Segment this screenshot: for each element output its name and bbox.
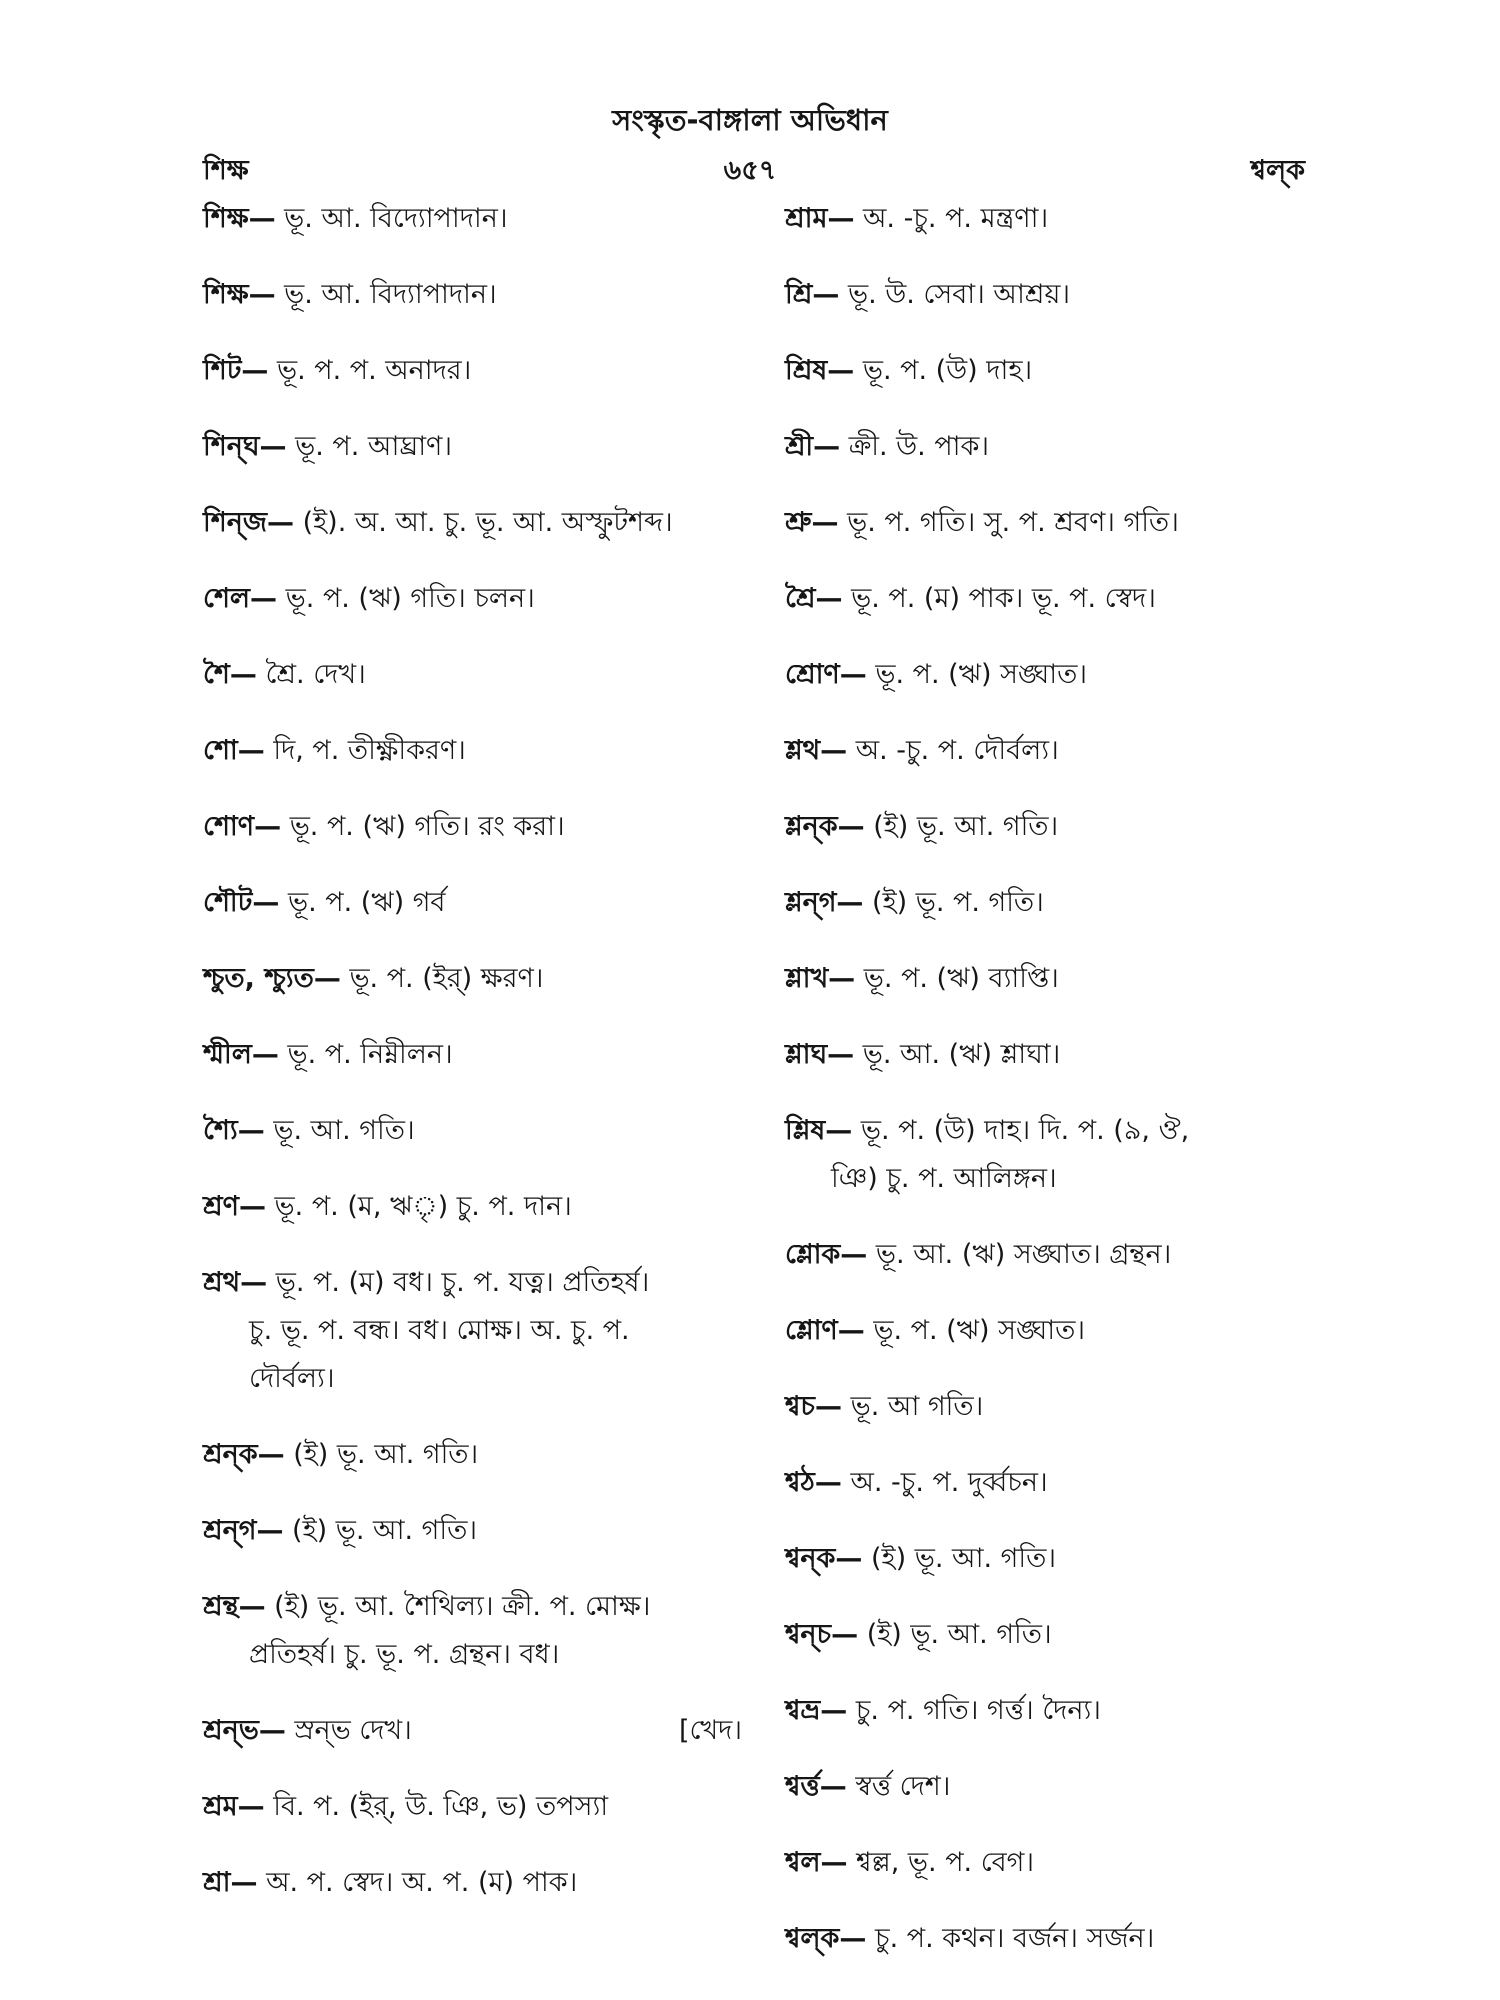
entry-definition: (ই) ভূ. আ. গতি।	[871, 1543, 1056, 1574]
entry-line	[785, 347, 1325, 395]
entry-headword: শ্লিষ—	[785, 1115, 853, 1146]
entry-definition: ভূ. প. (ঋ) গতি। চলন।	[285, 583, 535, 614]
dictionary-entry	[203, 1431, 748, 1479]
entry-line	[203, 1507, 748, 1555]
right-column	[785, 195, 1325, 1991]
entry-headword: শ্রু—	[785, 507, 839, 538]
entry-line	[785, 575, 1325, 623]
entry-definition: শ্বল্ল, ভূ. প. বেগ।	[856, 1847, 1035, 1878]
entry-line	[785, 1307, 1325, 1355]
entry-definition: অ. -চু. প. দৌর্বল্য।	[855, 735, 1059, 766]
entry-definition: ভূ. প. (ম) বধ। চু. প. যত্ন। প্রতিহর্ষ।	[275, 1267, 650, 1298]
dictionary-entry	[203, 575, 748, 623]
entry-headword: শ্বল্‌ক—	[785, 1923, 867, 1954]
entry-definition: অ. -চু. প. দুর্ব্বচন।	[850, 1467, 1048, 1498]
entry-headword: শ্মীল—	[203, 1039, 279, 1070]
entry-line	[203, 651, 748, 699]
entry-definition: ভূ. প. (ঋ) গর্ব	[287, 887, 446, 918]
entry-headword: শ্বভ্র—	[785, 1695, 848, 1726]
dictionary-entry	[785, 271, 1325, 319]
dictionary-entry	[785, 499, 1325, 547]
entry-headword: শ্বন্‌চ—	[785, 1619, 859, 1650]
entry-definition: (ই). অ. আ. চু. ভূ. আ. অস্ফুটশব্দ।	[302, 507, 673, 538]
dictionary-entry	[785, 879, 1325, 927]
dictionary-entry	[203, 195, 748, 243]
entry-headword: শ্রম—	[203, 1791, 265, 1822]
entry-headword: শ্রন্‌গ—	[203, 1515, 284, 1546]
entry-line	[203, 347, 748, 395]
dictionary-entry	[203, 1507, 748, 1555]
dictionary-entry	[203, 1107, 748, 1155]
dictionary-entry	[785, 955, 1325, 1003]
entry-definition: ভূ. প. (উ) দাহ। দি. প. (৯, ঔ,	[860, 1115, 1190, 1146]
dictionary-entry	[785, 423, 1325, 471]
dictionary-entry	[203, 423, 748, 471]
dictionary-entry	[785, 195, 1325, 243]
entry-definition: ভূ. আ গতি।	[850, 1391, 984, 1422]
entry-headword: শ্লোণ—	[785, 1315, 865, 1346]
entry-line	[785, 727, 1325, 775]
entry-definition: (ই) ভূ. প. গতি।	[872, 887, 1044, 918]
entry-definition: ভূ. প. (উ) দাহ।	[862, 355, 1033, 386]
entry-line	[203, 1431, 748, 1479]
dictionary-entry	[203, 1783, 748, 1831]
dictionary-entry	[785, 1107, 1325, 1203]
entry-line	[203, 1183, 748, 1231]
entry-line	[203, 879, 748, 927]
entry-headword: শোণ—	[203, 811, 282, 842]
entry-line	[203, 803, 748, 851]
page-title: সংস্কৃত-বাঙ্গালা অভিধান	[612, 103, 888, 137]
entry-definition: (ই) ভূ. আ. গতি।	[866, 1619, 1052, 1650]
entry-line	[203, 1583, 748, 1631]
entry-headword: শ্রী—	[785, 431, 841, 462]
entry-headword: শ্লথ—	[785, 735, 848, 766]
entry-headword: শ্চুত, শ্চ্যুত—	[203, 963, 341, 994]
entry-headword: শ্বর্ত্ত—	[785, 1771, 847, 1802]
entry-definition: স্রন্‌ভ দেখ।	[294, 1715, 412, 1746]
entry-definition: ভূ. প. (ঋ) সঙ্ঘাত।	[875, 659, 1087, 690]
entry-definition: চু. প. কথন। বর্জন। সর্জন।	[875, 1923, 1155, 1954]
entry-line	[203, 1107, 748, 1155]
entry-line	[785, 803, 1325, 851]
entry-line	[785, 955, 1325, 1003]
entry-line	[203, 1031, 748, 1079]
dictionary-entry	[785, 1915, 1325, 1963]
entry-line	[785, 1611, 1325, 1659]
entry-line	[785, 879, 1325, 927]
entry-line	[785, 651, 1325, 699]
entry-line	[785, 499, 1325, 547]
entry-definition: ভূ. প. (ম, ঋৃ) চু. প. দান।	[274, 1191, 572, 1222]
dictionary-entry	[785, 1839, 1325, 1887]
dictionary-entry	[203, 955, 748, 1003]
entry-definition: চু. প. গতি। গর্ত্ত। দৈন্য।	[855, 1695, 1101, 1726]
entry-headword: শিক্ষ—	[203, 279, 276, 310]
entry-continuation: প্রতিহর্ষ। চু. ভূ. প. গ্রন্থন। বধ।	[249, 1639, 560, 1670]
entry-headword: শ্রন্‌ক—	[203, 1439, 285, 1470]
entry-headword: শৈ—	[203, 659, 257, 690]
entry-definition: দি, প. তীক্ষ্ণীকরণ।	[273, 735, 466, 766]
entry-headword: শিক্ষ—	[203, 203, 276, 234]
entry-definition: ভূ. উ. সেবা। আশ্রয়।	[847, 279, 1070, 310]
entry-headword: শিন্‌ঘ—	[203, 431, 287, 462]
dictionary-entry	[203, 879, 748, 927]
entry-definition: (ই) ভূ. আ. গতি।	[873, 811, 1059, 842]
entry-definition: (ই) ভূ. আ. শৈথিল্য। ক্রী. প. মোক্ষ।	[274, 1591, 651, 1622]
entry-line	[785, 1687, 1325, 1735]
dictionary-entry	[785, 1231, 1325, 1279]
entry-definition: ভূ. প. নিম্নীলন।	[287, 1039, 453, 1070]
dictionary-entry	[203, 1259, 748, 1403]
entry-headword: শিট—	[203, 355, 269, 386]
entry-definition: ক্রী. উ. পাক।	[848, 431, 990, 462]
entry-headword: শ্রণ—	[203, 1191, 266, 1222]
entry-headword: শিন্‌জ—	[203, 507, 294, 538]
entry-headword: শ্রা—	[203, 1867, 258, 1898]
entry-definition: ভূ. প. (ঋ) সঙ্ঘাত।	[873, 1315, 1085, 1346]
entry-line	[785, 1763, 1325, 1811]
entry-line	[785, 1107, 1325, 1155]
entry-headword: শো—	[203, 735, 265, 766]
dictionary-entry	[203, 1859, 748, 1907]
entry-headword: শ্রি—	[785, 279, 840, 310]
dictionary-entry	[203, 651, 748, 699]
entry-headword: শ্লাঘ—	[785, 1039, 855, 1070]
entry-definition: ভূ. প. (ইর্) ক্ষরণ।	[349, 963, 544, 994]
dictionary-entry	[785, 1307, 1325, 1355]
entry-line	[203, 271, 748, 319]
entry-headword: শ্বঠ—	[785, 1467, 842, 1498]
entry-line	[203, 727, 748, 775]
entry-line	[785, 1839, 1325, 1887]
dictionary-entry	[785, 1535, 1325, 1583]
entry-definition: স্বর্ত্ত দেশ।	[855, 1771, 951, 1802]
entry-definition: বি. প. (ইর্, উ. ঞি, ভ) তপস্যা	[273, 1791, 609, 1822]
entry-definition: অ. -চু. প. মন্ত্রণা।	[863, 203, 1049, 234]
entry-line	[203, 1259, 748, 1307]
entry-line	[785, 271, 1325, 319]
page-number: ৬৫৭	[723, 155, 777, 186]
entry-headword: শ্রিষ—	[785, 355, 855, 386]
dictionary-entry	[203, 1583, 748, 1679]
entry-definition: ভূ. আ. গতি।	[273, 1115, 415, 1146]
dictionary-entry	[785, 1763, 1325, 1811]
entry-headword: শ্রন্‌ভ—	[203, 1715, 286, 1746]
dictionary-entry	[785, 1611, 1325, 1659]
dictionary-entry	[203, 347, 748, 395]
entry-headword: শ্লাখ—	[785, 963, 856, 994]
dictionary-entry	[785, 1031, 1325, 1079]
entry-headword: শৌট—	[203, 887, 280, 918]
entry-definition: অ. প. স্বেদ। অ. প. (ম) পাক।	[266, 1867, 578, 1898]
entry-definition: ভূ. প. (ঋ) গতি। রং করা।	[289, 811, 565, 842]
entry-definition: ভূ. আ. বিদ্যোপাদান।	[284, 203, 508, 234]
dictionary-entry	[203, 271, 748, 319]
entry-headword: শ্রথ—	[203, 1267, 268, 1298]
dictionary-entry	[203, 803, 748, 851]
entry-definition: (ই) ভূ. আ. গতি।	[293, 1439, 479, 1470]
entry-headword: শ্বল—	[785, 1847, 848, 1878]
entry-headword: শ্লোক—	[785, 1239, 868, 1270]
dictionary-entry	[785, 1687, 1325, 1735]
entry-definition: ভূ. আ. (ঋ) সঙ্ঘাত। গ্রন্থন।	[875, 1239, 1172, 1270]
left-column	[203, 195, 748, 1935]
entry-definition: ভূ. আ. (ঋ) শ্লাঘা।	[862, 1039, 1061, 1070]
entry-line	[203, 195, 748, 243]
entry-continuation: চু. ভূ. প. বন্ধ। বধ। মোক্ষ। অ. চু. প.	[249, 1315, 630, 1346]
entry-line	[203, 423, 748, 471]
entry-headword: শ্যৈ—	[203, 1115, 265, 1146]
entry-line	[785, 1535, 1325, 1583]
entry-definition: ভূ. প. (ম) পাক। ভূ. প. স্বেদ।	[851, 583, 1156, 614]
entry-line	[785, 1383, 1325, 1431]
dictionary-entry	[203, 1183, 748, 1231]
entry-definition: ভূ. প. গতি। সু. প. শ্রবণ। গতি।	[847, 507, 1179, 538]
entry-line	[785, 1915, 1325, 1963]
entry-definition: ভূ. প. (ঋ) ব্যাপ্তি।	[863, 963, 1059, 994]
dictionary-entry	[785, 803, 1325, 851]
dictionary-entry	[203, 727, 748, 775]
entry-line	[785, 1031, 1325, 1079]
entry-line	[203, 1859, 748, 1907]
entry-headword: শ্বন্‌ক—	[785, 1543, 863, 1574]
guide-word-left: শিক্ষ	[203, 155, 249, 186]
entry-headword: শ্রৈ—	[785, 583, 843, 614]
entry-line	[785, 195, 1325, 243]
dictionary-entry	[785, 347, 1325, 395]
entry-continuation: দৌর্বল্য।	[249, 1363, 335, 1394]
entry-line	[203, 1707, 748, 1755]
entry-line	[203, 499, 748, 547]
dictionary-entry	[785, 1383, 1325, 1431]
entry-line	[785, 1459, 1325, 1507]
entry-definition: (ই) ভূ. আ. গতি।	[292, 1515, 478, 1546]
entry-headword: শ্লন্‌গ—	[785, 887, 864, 918]
entry-line	[785, 1231, 1325, 1279]
entry-definition: ভূ. প. প. অনাদর।	[277, 355, 472, 386]
dictionary-entry	[203, 499, 748, 547]
entry-line	[203, 955, 748, 1003]
guide-word-right: শ্বল্‌ক	[1250, 155, 1305, 186]
entry-definition: ভূ. প. আঘ্রাণ।	[295, 431, 453, 462]
entry-headword: শ্রাম—	[785, 203, 855, 234]
entry-definition: ভূ. আ. বিদ্যাপাদান।	[284, 279, 497, 310]
entry-line	[785, 423, 1325, 471]
dictionary-entry	[785, 575, 1325, 623]
dictionary-entry	[203, 1707, 748, 1755]
entry-line	[203, 575, 748, 623]
entry-headword: শ্লন্‌ক—	[785, 811, 865, 842]
entry-headword: শ্রন্থ—	[203, 1591, 266, 1622]
entry-aside: [খেদ।	[678, 1715, 742, 1746]
entry-headword: শ্রোণ—	[785, 659, 867, 690]
entry-headword: শ্বচ—	[785, 1391, 842, 1422]
entry-continuation: ঞি) চু. প. আলিঙ্গন।	[831, 1163, 1057, 1194]
dictionary-entry	[785, 651, 1325, 699]
entry-line	[203, 1783, 748, 1831]
entry-headword: শেল—	[203, 583, 278, 614]
entry-definition: শ্রৈ. দেখ।	[265, 659, 366, 690]
dictionary-entry	[785, 1459, 1325, 1507]
dictionary-entry	[785, 727, 1325, 775]
dictionary-entry	[203, 1031, 748, 1079]
